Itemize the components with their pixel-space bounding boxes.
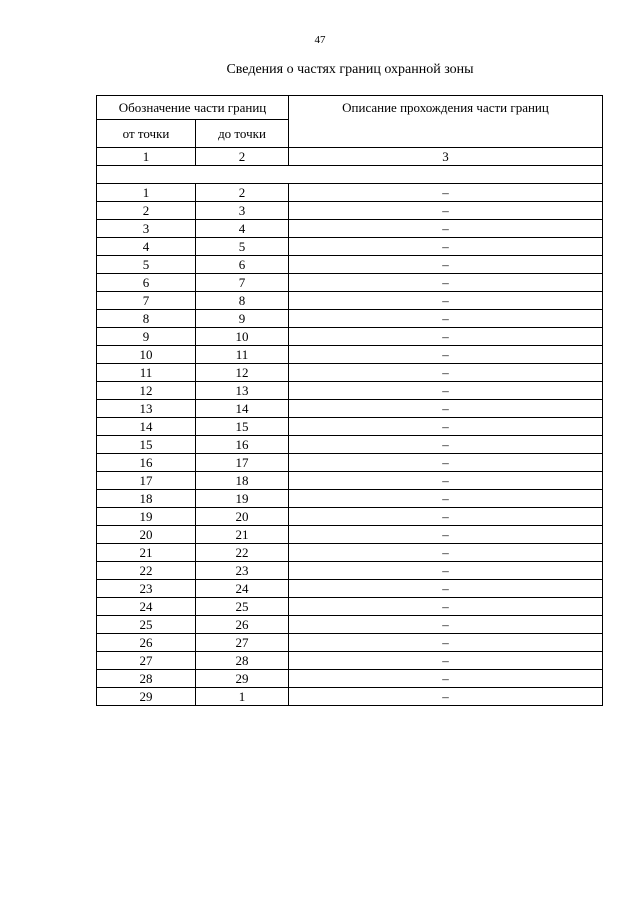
from-point-cell: 22 (97, 562, 196, 580)
table-row (97, 436, 603, 454)
table-row (97, 670, 603, 688)
table-row (97, 544, 603, 562)
from-point-cell: 13 (97, 400, 196, 418)
description-cell: – (289, 670, 603, 688)
description-cell: – (289, 382, 603, 400)
column-number: 3 (289, 148, 603, 166)
table-row (97, 184, 603, 202)
description-cell: – (289, 580, 603, 598)
from-point-cell: 27 (97, 652, 196, 670)
to-point-cell: 4 (196, 220, 289, 238)
table-row (97, 454, 603, 472)
to-point-cell: 21 (196, 526, 289, 544)
to-point-cell: 17 (196, 454, 289, 472)
from-point-cell: 23 (97, 580, 196, 598)
table-row (97, 292, 603, 310)
from-point-cell: 26 (97, 634, 196, 652)
to-point-cell: 15 (196, 418, 289, 436)
description-cell: – (289, 274, 603, 292)
boundary-parts-table (96, 95, 603, 706)
to-point-cell: 26 (196, 616, 289, 634)
table-row (97, 490, 603, 508)
description-cell: – (289, 364, 603, 382)
table-row (97, 382, 603, 400)
column-number: 1 (97, 148, 196, 166)
description-cell: – (289, 688, 603, 706)
from-point-cell: 9 (97, 328, 196, 346)
table-row (97, 688, 603, 706)
from-point-cell: 25 (97, 616, 196, 634)
description-cell: – (289, 436, 603, 454)
to-point-cell: 11 (196, 346, 289, 364)
description-cell: – (289, 184, 603, 202)
description-cell: – (289, 652, 603, 670)
from-point-cell: 18 (97, 490, 196, 508)
table-row (97, 652, 603, 670)
from-point-cell: 12 (97, 382, 196, 400)
from-point-cell: 11 (97, 364, 196, 382)
table-row (97, 256, 603, 274)
header-boundary-designation: Обозначение части границ (97, 96, 289, 120)
to-point-cell: 9 (196, 310, 289, 328)
table-row (97, 220, 603, 238)
to-point-cell: 12 (196, 364, 289, 382)
to-point-cell: 20 (196, 508, 289, 526)
from-point-cell: 1 (97, 184, 196, 202)
description-cell: – (289, 562, 603, 580)
from-point-cell: 21 (97, 544, 196, 562)
description-cell: – (289, 634, 603, 652)
from-point-cell: 15 (97, 436, 196, 454)
to-point-cell: 14 (196, 400, 289, 418)
to-point-cell: 2 (196, 184, 289, 202)
description-cell: – (289, 508, 603, 526)
description-cell: – (289, 202, 603, 220)
description-cell: – (289, 220, 603, 238)
document-title: Сведения о частях границ охранной зоны (226, 62, 474, 77)
table-row (97, 634, 603, 652)
column-number: 2 (196, 148, 289, 166)
description-cell: – (289, 256, 603, 274)
from-point-cell: 7 (97, 292, 196, 310)
from-point-cell: 17 (97, 472, 196, 490)
description-cell: – (289, 472, 603, 490)
to-point-cell: 10 (196, 328, 289, 346)
table-row (97, 400, 603, 418)
to-point-cell: 25 (196, 598, 289, 616)
from-point-cell: 2 (97, 202, 196, 220)
table-row (97, 598, 603, 616)
description-cell: – (289, 490, 603, 508)
description-cell: – (289, 544, 603, 562)
description-cell: – (289, 616, 603, 634)
from-point-cell: 16 (97, 454, 196, 472)
to-point-cell: 6 (196, 256, 289, 274)
from-point-cell: 3 (97, 220, 196, 238)
description-cell: – (289, 454, 603, 472)
from-point-cell: 5 (97, 256, 196, 274)
header-row-primary (97, 96, 603, 120)
to-point-cell: 5 (196, 238, 289, 256)
header-to-point: до точки (196, 120, 289, 148)
table-row (97, 274, 603, 292)
to-point-cell: 13 (196, 382, 289, 400)
description-cell: – (289, 292, 603, 310)
section-spacer-cell (97, 166, 603, 184)
to-point-cell: 23 (196, 562, 289, 580)
to-point-cell: 8 (196, 292, 289, 310)
to-point-cell: 1 (196, 688, 289, 706)
from-point-cell: 29 (97, 688, 196, 706)
table-row (97, 508, 603, 526)
to-point-cell: 16 (196, 436, 289, 454)
description-cell: – (289, 310, 603, 328)
section-spacer-row (97, 166, 603, 184)
table-row (97, 238, 603, 256)
from-point-cell: 24 (97, 598, 196, 616)
header-from-point: от точки (97, 120, 196, 148)
to-point-cell: 22 (196, 544, 289, 562)
table-row (97, 562, 603, 580)
header-boundary-description: Описание прохождения части границ (289, 96, 603, 148)
column-numbers-row (97, 148, 603, 166)
from-point-cell: 28 (97, 670, 196, 688)
to-point-cell: 7 (196, 274, 289, 292)
from-point-cell: 20 (97, 526, 196, 544)
page-number: 47 (314, 34, 326, 46)
table-row (97, 310, 603, 328)
from-point-cell: 6 (97, 274, 196, 292)
to-point-cell: 27 (196, 634, 289, 652)
description-cell: – (289, 418, 603, 436)
to-point-cell: 24 (196, 580, 289, 598)
table-row (97, 328, 603, 346)
from-point-cell: 14 (97, 418, 196, 436)
to-point-cell: 19 (196, 490, 289, 508)
to-point-cell: 29 (196, 670, 289, 688)
description-cell: – (289, 598, 603, 616)
from-point-cell: 8 (97, 310, 196, 328)
to-point-cell: 3 (196, 202, 289, 220)
table-row (97, 346, 603, 364)
table-row (97, 616, 603, 634)
description-cell: – (289, 238, 603, 256)
table-row (97, 580, 603, 598)
table-row (97, 418, 603, 436)
table-row (97, 526, 603, 544)
from-point-cell: 19 (97, 508, 196, 526)
from-point-cell: 10 (97, 346, 196, 364)
from-point-cell: 4 (97, 238, 196, 256)
table-row (97, 202, 603, 220)
to-point-cell: 28 (196, 652, 289, 670)
to-point-cell: 18 (196, 472, 289, 490)
table-row (97, 472, 603, 490)
description-cell: – (289, 526, 603, 544)
description-cell: – (289, 328, 603, 346)
description-cell: – (289, 346, 603, 364)
description-cell: – (289, 400, 603, 418)
table-row (97, 364, 603, 382)
